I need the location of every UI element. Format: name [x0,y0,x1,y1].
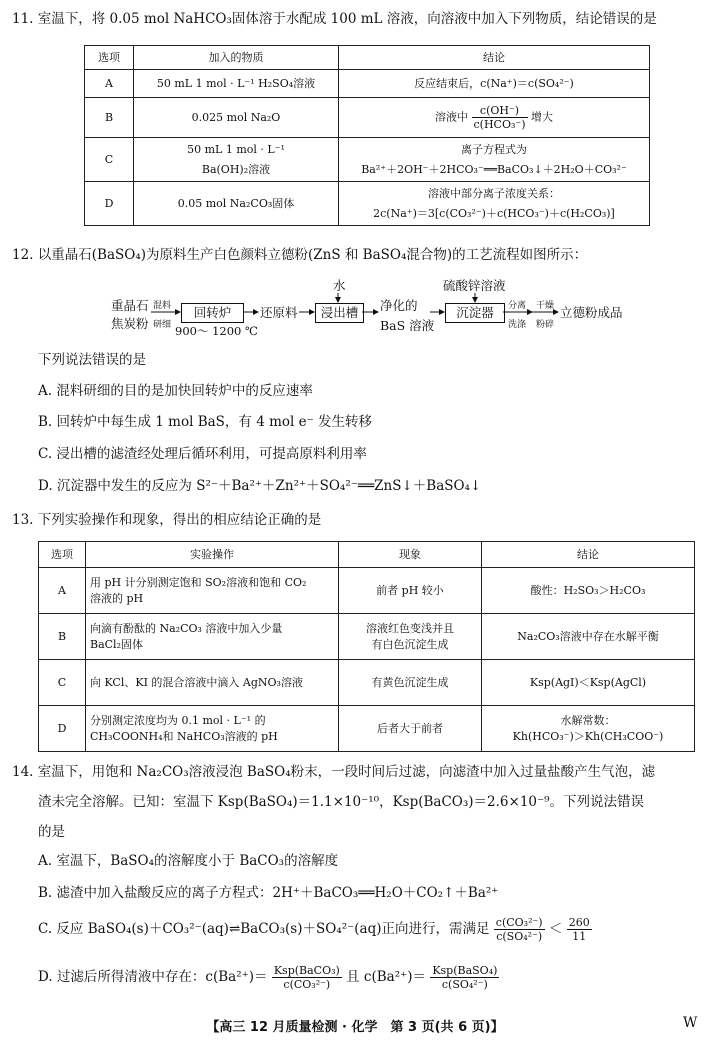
q13-row-b-op-line2: BaCl₂固体 [90,637,143,651]
flow-raw-coke: 焦炭粉 [111,316,149,331]
q12-prompt: 下列说法错误的是 [38,352,146,368]
q13-row-b-ph-line2: 有白色沉淀生成 [371,637,449,651]
q11-row-c-conclusion [339,138,650,182]
flow-temperature: 900～ 1200 ℃ [175,324,258,338]
q13-row-c-conclusion: Ksp(AgI)＜Ksp(AgCl) [482,660,695,706]
q14-option-c [38,912,592,946]
q11-stem: 11. 室温下，将 0.05 mol NaHCO₃固体溶于水配成 100 mL 溶液，向溶液中加入下列物质，结论错误的是 [12,11,657,27]
fraction-numerator: 260 [568,916,590,929]
q13-row-b-conclusion: Na₂CO₃溶液中存在水解平衡 [482,614,695,660]
q13-header-conclusion: 结论 [482,542,695,568]
q13-row-c-option: C [39,660,86,706]
q11-header-substance: 加入的物质 [134,46,339,70]
q12-option-a: A. 混料研细的目的是加快回转炉中的反应速率 [38,383,313,399]
q11-row-a-substance: 50 mL 1 mol · L⁻¹ H₂SO₄溶液 [134,70,339,98]
flow-water: 水 [333,278,346,293]
flow-wash-label: 洗涤 [508,320,527,330]
q12-option-b: B. 回转炉中每生成 1 mol BaS，有 4 mol e⁻ 发生转移 [38,414,373,430]
fraction-denominator: c(SO₄²⁻) [441,978,488,991]
q13-row-d-co-line1: 水解常数： [560,713,616,727]
fraction-numerator: Ksp(BaSO₄) [432,964,498,977]
q14-option-c-text: C. 反应 BaSO₄(s)＋CO₃²⁻(aq)⇌BaCO₃(s)＋SO₄²⁻(aq)正向进行，需满足 [38,921,490,937]
q14-stem-line2: 渣未完全溶解。已知：室温下 Ksp(BaSO₄)＝1.1×10⁻¹⁰，Ksp(BaCO₃)＝2.6×10⁻⁹。下列说法错误 [38,794,645,810]
q11-row-b-conclusion [339,98,650,138]
flow-precipitator: 沉淀器 [445,303,505,323]
flow-reduced-material: 还原料 [260,305,298,320]
q11-row-c-substance-line1: 50 mL 1 mol · L⁻¹ [187,142,285,156]
q11-row-a-conclusion: 反应结束后，c(Na⁺)＝c(SO₄²⁻) [339,70,650,98]
q13-row-d-operation [86,706,339,752]
fraction-denominator: 11 [572,930,587,943]
q11-row-d-substance: 0.05 mol Na₂CO₃固体 [134,182,339,226]
q14-option-d-fraction2 [430,964,499,991]
flow-separate-label: 分离 [508,301,527,311]
fraction-numerator: c(OH⁻) [472,104,528,118]
q13-table [38,541,695,752]
q11-row-a-option: A [85,70,134,98]
q11-header-option: 选项 [85,46,134,70]
q14-option-d [38,959,499,995]
q11-row-c-option: C [85,138,134,182]
q14-option-c-fraction [494,916,545,943]
q14-option-c-ratio [567,916,592,943]
q13-row-a-phenomenon: 前者 pH 较小 [339,568,482,614]
q11-row-b-text: 溶液中 [435,110,468,124]
q13-row-c-operation: 向 KCl、KI 的混合溶液中滴入 AgNO₃溶液 [86,660,339,706]
q13-row-d-conclusion [482,706,695,752]
q13-stem: 13. 下列实验操作和现象，得出的相应结论正确的是 [12,512,322,528]
q11-row-c-substance [134,138,339,182]
q11-row-d-conclusion [339,182,650,226]
q11-row-b-option: B [85,98,134,138]
q13-row-d-op-line2: CH₃COONH₄和 NaHCO₃溶液的 pH [90,729,278,743]
q11-row-b-substance: 0.025 mol Na₂O [134,98,339,138]
fraction-numerator: c(CO₃²⁻) [495,916,543,929]
q11-row-c-substance-line2: Ba(OH)₂溶液 [201,162,271,176]
q12-stem: 12. 以重晶石(BaSO₄)为原料生产白色颜料立德粉(ZnS 和 BaSO₄混合物)的工艺流程如图所示： [12,247,588,263]
page-footer: 【高三 12 月质量检测 · 化学 第 3 页(共 6 页)】 [206,1020,504,1035]
fraction-denominator: c(CO₃²⁻) [283,978,331,991]
flow-mix-label: 混料 [153,301,172,311]
q13-row-d-phenomenon: 后者大于前者 [339,706,482,752]
q13-row-a-op-line2: 溶液的 pH [90,591,144,605]
q13-row-d-op-line1: 分别测定浓度均为 0.1 mol · L⁻¹ 的 [90,713,266,727]
q13-row-a-conclusion: 酸性：H₂SO₃＞H₂CO₃ [482,568,695,614]
q11-row-c-conclusion-line2: Ba²⁺＋2OH⁻＋2HCO₃⁻══BaCO₃↓＋2H₂O＋CO₃²⁻ [361,162,627,176]
q14-option-c-less-than: ＜ [548,921,563,937]
flow-raw-barite: 重晶石 [111,298,149,313]
flow-crush-label: 粉碎 [536,320,555,330]
q11-row-b-fraction [472,104,528,131]
q14-option-d-text-mid: 且 c(Ba²⁺)＝ [346,969,427,985]
q13-row-c-phenomenon: 有黄色沉淀生成 [339,660,482,706]
q13-row-d-option: D [39,706,86,752]
q11-row-d-option: D [85,182,134,226]
q13-header-option: 选项 [39,542,86,568]
q11-row-d-conclusion-line2: 2c(Na⁺)＝3[c(CO₃²⁻)＋c(HCO₃⁻)＋c(H₂CO₃)] [373,206,615,220]
q14-option-b: B. 滤渣中加入盐酸反应的离子方程式：2H⁺＋BaCO₃══H₂O＋CO₂↑＋Ba²⁺ [38,885,499,901]
q11-table [84,45,650,226]
q11-row-d-conclusion-line1: 溶液中部分离子浓度关系： [428,186,560,200]
q14-stem-line3: 的是 [38,824,65,840]
flow-purified: 净化的 [380,298,418,313]
q12-option-c: C. 浸出槽的滤渣经处理后循环利用，可提高原料利用率 [38,446,367,462]
q13-row-a-op-line1: 用 pH 计分别测定饱和 SO₂溶液和饱和 CO₂ [90,575,307,589]
q13-row-a-option: A [39,568,86,614]
q12-option-d: D. 沉淀器中发生的反应为 S²⁻＋Ba²⁺＋Zn²⁺＋SO₄²⁻══ZnS↓＋BaSO₄↓ [38,478,482,494]
q14-option-d-fraction1 [272,964,342,991]
fraction-numerator: Ksp(BaCO₃) [273,964,340,977]
fraction-denominator: c(SO₄²⁻) [496,930,543,943]
q14-option-d-text: D. 过滤后所得清液中存在：c(Ba²⁺)＝ [38,969,268,985]
q14-stem-line1: 14. 室温下，用饱和 Na₂CO₃溶液浸泡 BaSO₄粉末，一段时间后过滤，向滤渣中加入过量盐酸产生气泡，滤 [12,764,656,780]
q13-row-d-co-line2: Kh(HCO₃⁻)＞Kh(CH₃COO⁻) [512,729,664,743]
corner-mark: W [683,1015,698,1031]
fraction-denominator: c(HCO₃⁻) [473,118,526,131]
flow-product: 立德粉成品 [560,305,623,320]
q11-header-conclusion: 结论 [339,46,650,70]
flow-znso4-solution: 硫酸锌溶液 [443,278,506,293]
q13-row-b-operation [86,614,339,660]
q13-header-operation: 实验操作 [86,542,339,568]
q13-header-phenomenon: 现象 [339,542,482,568]
q11-row-b-text-end: 增大 [531,110,553,124]
q13-row-b-op-line1: 向滴有酚酞的 Na₂CO₃ 溶液中加入少量 [90,621,283,635]
q13-row-b-option: B [39,614,86,660]
q13-row-b-phenomenon [339,614,482,660]
flow-leach-tank: 浸出槽 [315,303,364,323]
flow-rotary-furnace: 回转炉 [181,303,244,323]
q11-row-c-conclusion-line1: 离子方程式为 [461,142,527,156]
flow-bas-solution: BaS 溶液 [380,318,435,333]
q13-row-a-operation [86,568,339,614]
flow-grind-label: 研细 [153,320,172,330]
flow-dry-label: 干燥 [536,301,555,311]
q14-option-a: A. 室温下，BaSO₄的溶解度小于 BaCO₃的溶解度 [38,853,339,869]
q13-row-b-ph-line1: 溶液红色变浅并且 [366,621,454,635]
